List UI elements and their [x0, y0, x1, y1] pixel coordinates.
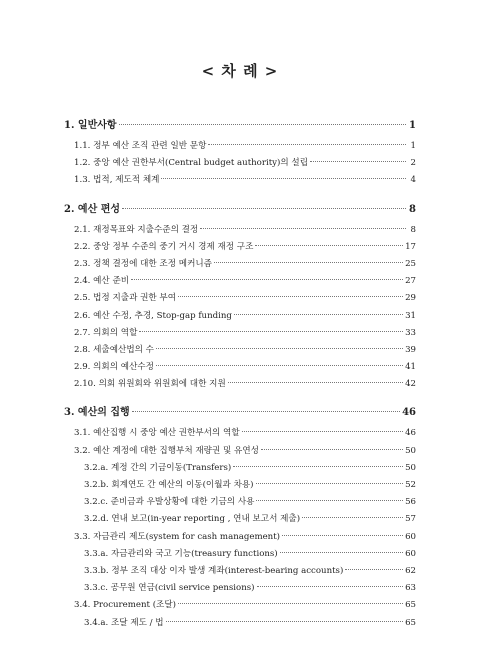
toc-page-number: 4 [410, 175, 416, 186]
toc-entry-label: 2.8. 세출예산법의 수 [74, 344, 154, 355]
dot-leader [256, 472, 404, 484]
dot-leader [242, 420, 403, 432]
toc-entry-label: 1.2. 중앙 예산 권한부서(Central budget authority)의 설립 [74, 158, 309, 169]
toc-page-number: 50 [405, 445, 416, 456]
dot-leader [200, 217, 406, 229]
dot-leader [282, 524, 403, 536]
toc-entry-label: 3.2.b. 회계연도 간 예산의 이동(이월과 차용) [84, 480, 254, 490]
dot-leader [345, 558, 403, 570]
toc-entry-label: 3.3.a. 자금관리와 국고 기능(treasury functions) [84, 548, 278, 559]
toc-entry-label: 2.2. 중앙 정부 수준의 중기 거시 경제 재정 구조 [74, 241, 254, 252]
toc-entry-label: 1.3. 법적, 제도적 체계 [74, 175, 160, 186]
toc-entry-label: 3.2.d. 연내 보고(in-year reporting , 연내 보고서 제출) [84, 514, 301, 525]
toc-section [64, 200, 416, 392]
toc-entry-label: 2.4. 예산 준비 [74, 276, 130, 287]
dot-leader [310, 150, 406, 162]
toc-entry-label: 2.9. 의회의 예산수정 [74, 362, 154, 373]
toc-section [64, 403, 416, 629]
toc-section [64, 116, 416, 188]
table-of-contents [64, 116, 416, 630]
dot-leader [156, 337, 403, 349]
toc-page-number: 62 [405, 565, 416, 576]
toc-page-number: 50 [405, 462, 416, 473]
toc-entry-label: 3.3.c. 공무원 연금(civil service pensions) [84, 583, 255, 594]
toc-page-number: 39 [405, 344, 416, 355]
dot-leader [156, 354, 403, 366]
toc-entry-label: 3.2. 예산 계정에 대한 집행부처 재량권 및 유연성 [74, 445, 259, 456]
toc-entry-label: 3.3. 자금관리 제도(system for cash management) [74, 531, 281, 542]
dot-leader [122, 197, 406, 209]
toc-entry-label: 3.4. Procurement (조달) [74, 600, 176, 611]
dot-leader [233, 455, 403, 467]
dot-leader [208, 133, 406, 145]
toc-page-number: 65 [405, 600, 416, 611]
toc-entry-label: 3.4.a. 조달 제도 / 법 [84, 617, 164, 628]
toc-page-number: 60 [405, 548, 416, 559]
page-title: < 차 례 > [201, 62, 279, 80]
toc-entry-label: 3.2.c. 준비금과 우발상황에 대한 기금의 사용 [84, 497, 255, 508]
toc-entry-label: 1.1. 정부 예산 조직 관련 일반 문항 [74, 141, 207, 151]
dot-leader [255, 234, 403, 246]
toc-page-number: 17 [405, 241, 416, 252]
toc-page-number: 65 [405, 617, 416, 628]
toc-page-number: 27 [405, 276, 416, 287]
toc-page-number: 31 [405, 310, 416, 321]
toc-page-number: 1 [409, 120, 416, 131]
dot-leader [139, 320, 403, 332]
dot-leader [132, 400, 400, 412]
dot-leader [119, 113, 406, 125]
dot-leader [302, 506, 403, 518]
toc-page-number: 42 [405, 379, 416, 390]
toc-page-number: 33 [405, 327, 416, 338]
toc-page-number: 8 [409, 203, 416, 215]
dot-leader [261, 438, 403, 450]
dot-leader [234, 303, 403, 315]
toc-entry[interactable] [64, 170, 416, 187]
dot-leader [214, 251, 403, 263]
toc-page-number: 60 [405, 531, 416, 542]
toc-entry-label: 2.6. 예산 수정, 추경, Stop-gap funding [74, 310, 232, 321]
toc-entry[interactable] [64, 613, 416, 630]
dot-leader [280, 541, 403, 553]
dot-leader [257, 575, 404, 587]
toc-page-number: 8 [410, 224, 416, 235]
dot-leader [178, 285, 403, 297]
toc-entry-label: 3.1. 예산집행 시 중앙 예산 권한부서의 역할 [74, 428, 240, 439]
toc-entry-label: 2.3. 정책 결정에 대한 조정 메커니즘 [74, 258, 212, 269]
toc-page-number: 46 [405, 428, 416, 439]
toc-entry-label: 3. 예산의 집행 [64, 407, 130, 419]
toc-page-number: 57 [405, 514, 416, 525]
toc-entry-label: 2.5. 법정 지출과 권한 부여 [74, 293, 177, 304]
toc-page-number: 29 [405, 293, 416, 304]
toc-page-number: 52 [405, 480, 416, 490]
toc-page-number: 56 [405, 497, 416, 508]
toc-entry-label: 2. 예산 편성 [64, 203, 121, 215]
toc-page-number: 41 [405, 362, 416, 373]
toc-entry-label: 2.7. 의회의 역할 [74, 327, 138, 338]
toc-entry-label: 1. 일반사항 [64, 120, 117, 131]
dot-leader [256, 489, 403, 501]
toc-page-number: 46 [402, 407, 416, 419]
toc-entry-label: 2.1. 재정목표와 지출수준의 결정 [74, 224, 199, 235]
dot-leader [228, 371, 403, 383]
dot-leader [161, 167, 406, 179]
toc-page-number: 25 [405, 258, 416, 269]
dot-leader [131, 268, 403, 280]
toc-entry[interactable] [64, 374, 416, 391]
dot-leader [178, 592, 403, 604]
toc-page-number: 2 [410, 158, 416, 169]
toc-entry-label: 3.2.a. 계정 간의 기금이동(Transfers) [84, 462, 232, 473]
dot-leader [166, 610, 403, 622]
toc-entry-label: 2.10. 의회 위원회와 위원회에 대한 지원 [74, 379, 226, 390]
toc-page-number: 63 [405, 583, 416, 594]
toc-page-number: 1 [410, 141, 416, 151]
toc-entry-label: 3.3.b. 정부 조직 대상 이자 발생 계좌(interest-bearing accounts) [84, 565, 344, 576]
